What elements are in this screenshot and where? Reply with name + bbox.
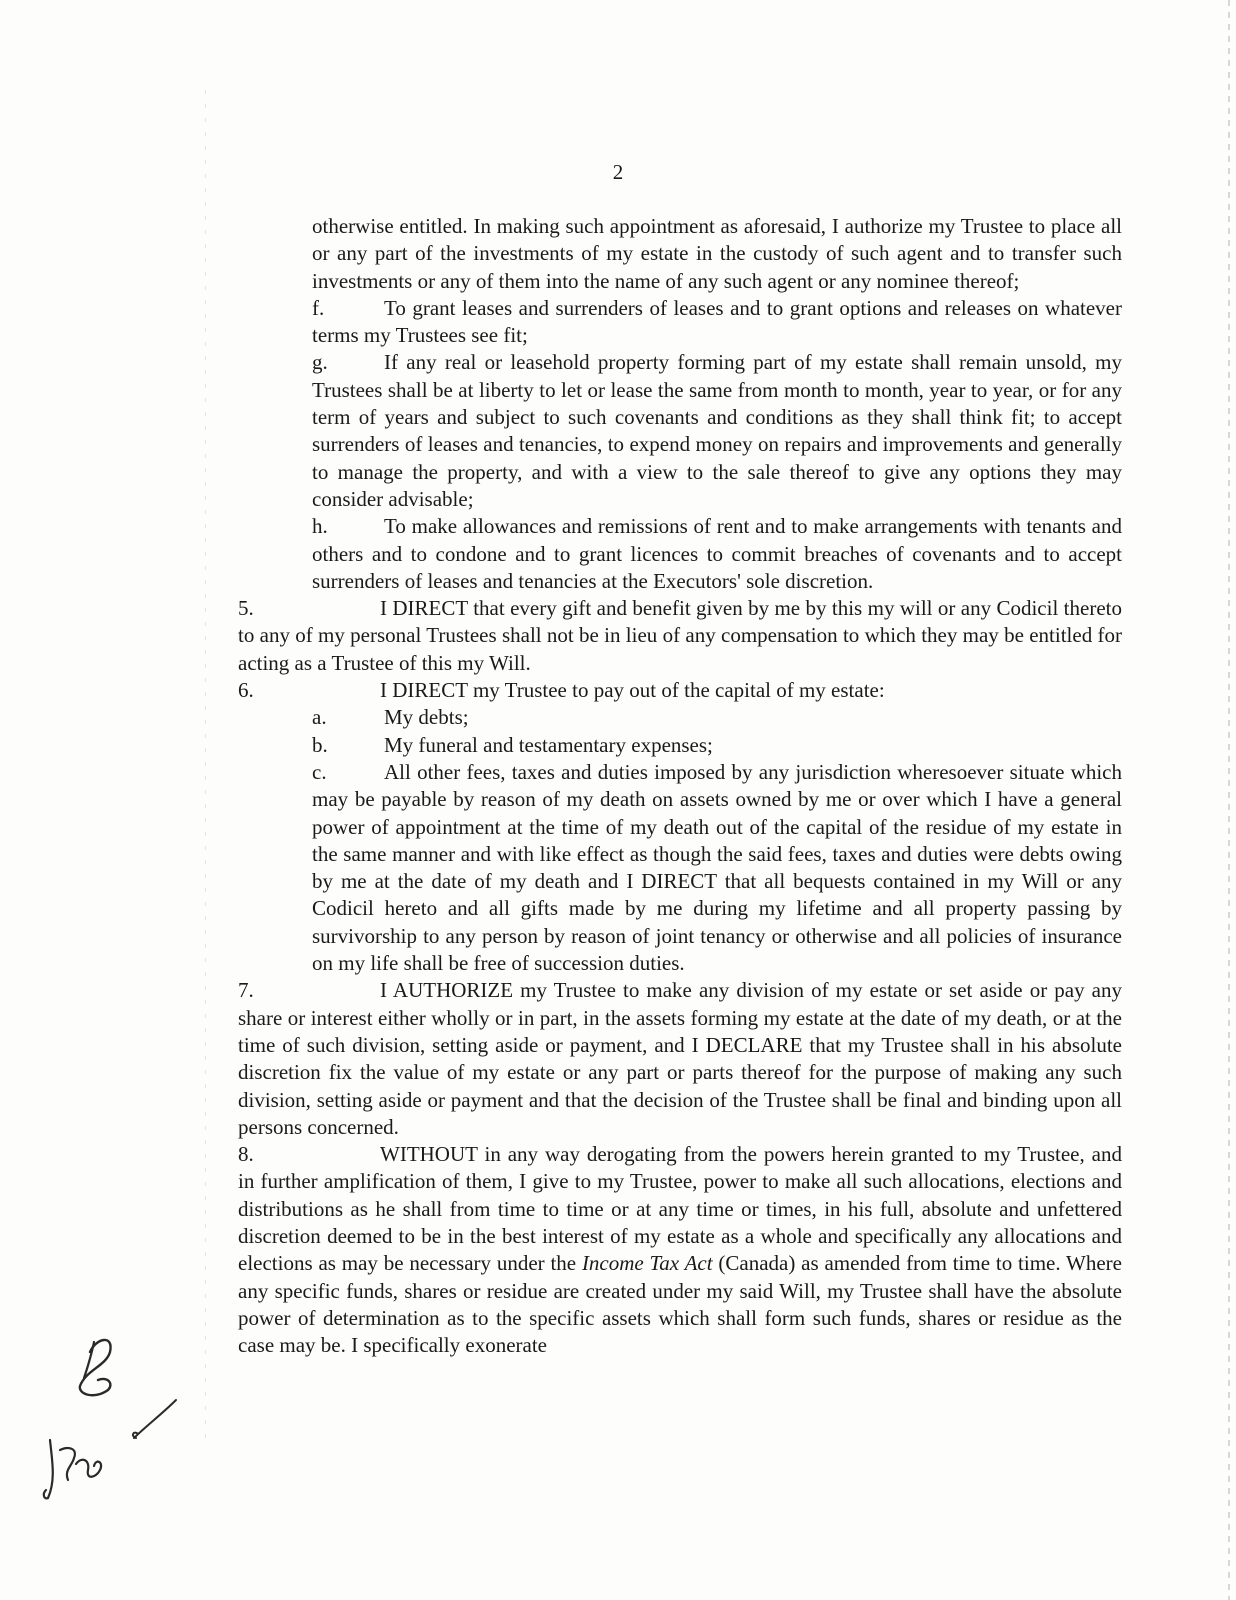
clause-text: I AUTHORIZE my Trustee to make any division of my estate or set aside or pay any share or interest either wholly or in part, in the assets forming my estate at the date of my death, or at the time of such division, setting aside or payment, and I DECLARE that my Trustee shall in his absolute discretion fix the value of my estate or any part or parts thereof for the purpose of making any such division, setting aside or payment and that the decision of the Trustee shall be final and binding upon all persons concerned. bbox=[238, 978, 1122, 1139]
page-number: 2 bbox=[612, 160, 624, 184]
sub-item-label: g. bbox=[312, 350, 328, 375]
list-item-label: a. bbox=[312, 705, 327, 730]
clause-text-after: (Canada) as amended from time to time. Where any specific funds, shares or residue are created under my said Will, my Trustee shall have the absolute power of determination as to the specific assets which shall form such funds, shares or residue as the case may be. I specifically exonerate bbox=[238, 1251, 1122, 1358]
clause-6-item-c bbox=[238, 759, 1122, 977]
handwritten-initials bbox=[38, 1330, 198, 1510]
initial-mark-1 bbox=[80, 1340, 111, 1395]
act-title: Income Tax Act bbox=[581, 1251, 713, 1276]
continuation-paragraph: otherwise entitled. In making such appointment as aforesaid, I authorize my Trustee to place all or any part of the investments of my estate in the custody of such agent and to transfer such investments or any of them into the name of any such agent or any nominee thereof; bbox=[312, 214, 1122, 293]
clause-6-item-a bbox=[238, 704, 1122, 731]
clause-5 bbox=[238, 595, 1122, 677]
clause-number: 6. bbox=[238, 678, 254, 703]
scan-edge-right bbox=[1228, 0, 1230, 1600]
sub-item-text: If any real or leasehold property forming part of my estate shall remain unsold, my Trustees shall be at liberty to let or lease the same from month to month, year to year, or for any term of years and subject to such covenants and conditions as they shall think fit; to accept surrenders of leases and tenancies, to expend money on repairs and improvements and generally to manage the property, and with a view to the sale thereof to give any options they may consider advisable; bbox=[312, 350, 1122, 511]
clause-number: 5. bbox=[238, 596, 254, 621]
clause-number: 8. bbox=[238, 1142, 254, 1167]
document-body bbox=[238, 213, 1122, 1359]
initial-mark-4 bbox=[133, 1400, 176, 1438]
initial-mark-3 bbox=[44, 1440, 101, 1498]
sub-item-text: To grant leases and surrenders of leases and to grant options and releases on whatever terms my Trustees see fit; bbox=[312, 295, 1122, 348]
list-item-label: c. bbox=[312, 759, 327, 784]
clause-number: 7. bbox=[238, 978, 254, 1003]
sub-item-f bbox=[238, 295, 1122, 350]
sub-item-g bbox=[238, 349, 1122, 513]
sub-item-label: h. bbox=[312, 514, 328, 539]
clause-6 bbox=[238, 677, 1122, 704]
clause-6-item-b bbox=[238, 732, 1122, 759]
clause-7 bbox=[238, 977, 1122, 1141]
clause-text: I DIRECT my Trustee to pay out of the capital of my estate: bbox=[380, 678, 885, 703]
list-item-text: All other fees, taxes and duties imposed by any jurisdiction wheresoever situate which may be payable by reason of my death on assets owned by me or over which I have a general power of appointment at the time of my death out of the capital of the residue of my estate in the same manner and with like effect as though the said fees, taxes and duties were debts owing by me at the date of my death and I DIRECT that all bequests contained in my Will or any Codicil hereto and all gifts made by me during my lifetime and all property passing by survivorship to any person by reason of joint tenancy or otherwise and all policies of insurance on my life shall be free of succession duties. bbox=[312, 759, 1122, 976]
scan-edge-left bbox=[205, 90, 206, 1440]
sub-item-label: f. bbox=[312, 295, 325, 320]
sub-item-h bbox=[238, 513, 1122, 595]
clause-text-before: WITHOUT in any way derogating from the powers herein granted to my Trustee, and in further amplification of them, I give to my Trustee, power to make all such allocations, elections and distributions as he shall from time to time or at any time or times, in his full, absolute and unfettered discretion deemed to be in the best interest of my estate as a whole and specifically any allocations and elections as may be necessary under the bbox=[238, 1142, 1122, 1276]
list-item-text: My debts; bbox=[384, 705, 469, 730]
list-item-text: My funeral and testamentary expenses; bbox=[384, 732, 713, 757]
clause-text: I DIRECT that every gift and benefit given by me by this my will or any Codicil thereto to any of my personal Trustees shall not be in lieu of any compensation to which they may be entitled for acting as a Trustee of this my Will. bbox=[238, 596, 1122, 675]
clause-8 bbox=[238, 1141, 1122, 1359]
sub-item-text: To make allowances and remissions of rent and to make arrangements with tenants and others and to condone and to grant licences to commit breaches of covenants and to accept surrenders of leases and tenancies at the Executors' sole discretion. bbox=[312, 514, 1122, 593]
list-item-label: b. bbox=[312, 732, 328, 757]
